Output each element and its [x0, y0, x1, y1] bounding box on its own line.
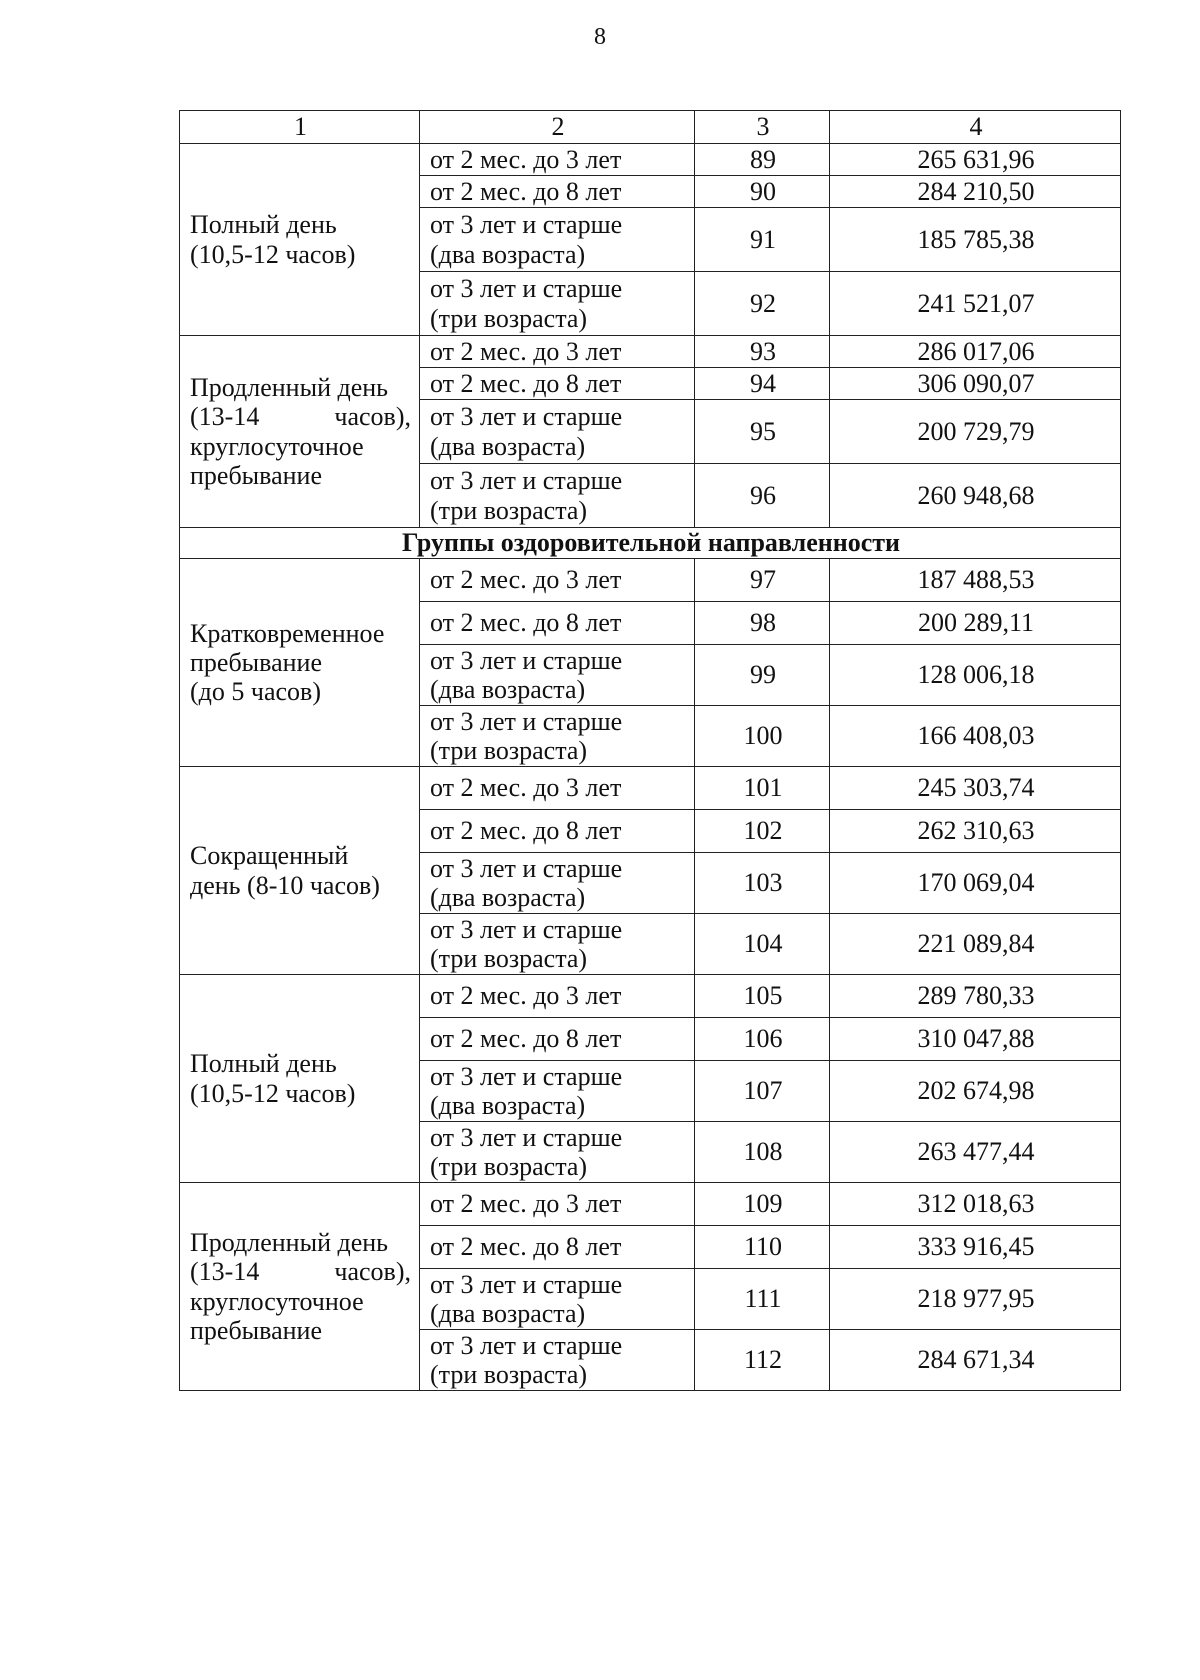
tariff-table: [179, 110, 1121, 1391]
age-cell: [420, 464, 695, 528]
age-line: (три возраста): [430, 303, 588, 333]
value-cell: 263 477,44: [830, 1122, 1121, 1183]
age-line: от 3 лет и старше: [430, 210, 623, 240]
age-line: от 3 лет и старше: [430, 706, 623, 736]
value-cell: 185 785,38: [830, 208, 1121, 272]
tariff-table-body: [180, 111, 1121, 1391]
age-line: (два возраста): [430, 675, 586, 704]
age-line: (два возраста): [430, 1091, 586, 1120]
age-cell: [420, 914, 695, 975]
category-line: Полный день: [190, 1049, 337, 1079]
category-line: пребывание: [190, 460, 322, 490]
header-cell-2: 2: [420, 111, 695, 144]
age-cell: [420, 1061, 695, 1122]
age-line: от 2 мес. до 8 лет: [430, 608, 622, 638]
number-cell: 89: [695, 144, 830, 176]
number-cell: 96: [695, 464, 830, 528]
category-line: Сокращенный: [190, 841, 349, 871]
category-cell: [180, 336, 420, 528]
table-row: [180, 559, 1121, 602]
value-cell: 170 069,04: [830, 853, 1121, 914]
value-cell: 200 289,11: [830, 602, 1121, 645]
age-line: (два возраста): [430, 883, 586, 912]
age-line: от 3 лет и старше: [430, 853, 623, 883]
value-cell: 306 090,07: [830, 368, 1121, 400]
value-cell: 241 521,07: [830, 272, 1121, 336]
age-cell: [420, 810, 695, 853]
age-cell: [420, 706, 695, 767]
category-cell: [180, 975, 420, 1183]
table-row: [180, 144, 1121, 176]
age-cell: [420, 559, 695, 602]
number-cell: 102: [695, 810, 830, 853]
category-cell: [180, 559, 420, 767]
number-cell: 95: [695, 400, 830, 464]
age-line: (три возраста): [430, 1360, 588, 1389]
number-cell: 94: [695, 368, 830, 400]
age-cell: [420, 853, 695, 914]
age-line: от 3 лет и старше: [430, 1269, 623, 1299]
category-line: круглосуточное: [190, 431, 364, 461]
age-line: от 2 мес. до 8 лет: [430, 816, 622, 846]
age-line: (два возраста): [430, 431, 586, 461]
page-number: 8: [594, 24, 606, 50]
number-cell: 98: [695, 602, 830, 645]
category-line: Кратковременное: [190, 618, 385, 648]
value-cell: 128 006,18: [830, 645, 1121, 706]
age-line: от 3 лет и старше: [430, 402, 623, 432]
value-cell: 260 948,68: [830, 464, 1121, 528]
age-cell: [420, 1122, 695, 1183]
age-cell: [420, 645, 695, 706]
number-cell: 97: [695, 559, 830, 602]
category-line: Полный день: [190, 210, 337, 240]
section-title: Группы оздоровительной направленности: [180, 528, 1121, 559]
age-line: от 3 лет и старше: [430, 914, 623, 944]
value-cell: 333 916,45: [830, 1226, 1121, 1269]
value-cell: 312 018,63: [830, 1183, 1121, 1226]
category-line: пребывание: [190, 1315, 322, 1345]
age-line: от 2 мес. до 3 лет: [430, 144, 622, 174]
category-cell: [180, 144, 420, 336]
category-line: Продленный день: [190, 373, 389, 403]
age-line: от 3 лет и старше: [430, 645, 623, 675]
age-line: от 3 лет и старше: [430, 1061, 623, 1091]
age-line: от 3 лет и старше: [430, 1122, 623, 1152]
age-cell: [420, 400, 695, 464]
age-cell: [420, 272, 695, 336]
value-cell: 286 017,06: [830, 336, 1121, 368]
age-cell: [420, 767, 695, 810]
age-cell: [420, 176, 695, 208]
value-cell: 284 671,34: [830, 1330, 1121, 1391]
category-line: (до 5 часов): [190, 677, 321, 707]
header-cell-3: 3: [695, 111, 830, 144]
table-row: [180, 1183, 1121, 1226]
age-line: от 2 мес. до 3 лет: [430, 565, 622, 595]
category-cell: [180, 767, 420, 975]
age-cell: [420, 975, 695, 1018]
age-line: от 2 мес. до 8 лет: [430, 1232, 622, 1262]
age-line: от 2 мес. до 8 лет: [430, 1024, 622, 1054]
value-cell: 200 729,79: [830, 400, 1121, 464]
age-cell: [420, 1183, 695, 1226]
category-line: Продленный день: [190, 1228, 389, 1258]
number-cell: 104: [695, 914, 830, 975]
table-header-row: [180, 111, 1121, 144]
value-cell: 284 210,50: [830, 176, 1121, 208]
category-line: (10,5-12 часов): [190, 239, 356, 269]
value-cell: 265 631,96: [830, 144, 1121, 176]
age-cell: [420, 602, 695, 645]
number-cell: 90: [695, 176, 830, 208]
age-line: от 3 лет и старше: [430, 1330, 623, 1360]
header-cell-1: 1: [180, 111, 420, 144]
age-line: от 2 мес. до 3 лет: [430, 1189, 622, 1219]
number-cell: 100: [695, 706, 830, 767]
age-line: (три возраста): [430, 944, 588, 973]
category-line: пребывание: [190, 647, 322, 677]
section-row: [180, 528, 1121, 559]
age-line: от 2 мес. до 3 лет: [430, 981, 622, 1011]
age-cell: [420, 336, 695, 368]
age-line: от 2 мес. до 3 лет: [430, 336, 622, 366]
age-cell: [420, 1269, 695, 1330]
header-cell-4: 4: [830, 111, 1121, 144]
number-cell: 111: [695, 1269, 830, 1330]
number-cell: 110: [695, 1226, 830, 1269]
age-line: от 3 лет и старше: [430, 466, 623, 496]
category-line: (10,5-12 часов): [190, 1078, 356, 1108]
number-cell: 109: [695, 1183, 830, 1226]
category-line: день (8-10 часов): [190, 870, 380, 900]
category-line: круглосуточное: [190, 1286, 364, 1316]
number-cell: 108: [695, 1122, 830, 1183]
age-line: (три возраста): [430, 495, 588, 525]
age-line: от 2 мес. до 3 лет: [430, 773, 622, 803]
value-cell: 218 977,95: [830, 1269, 1121, 1330]
age-line: (три возраста): [430, 1152, 588, 1181]
age-line: от 2 мес. до 8 лет: [430, 368, 622, 398]
value-cell: 187 488,53: [830, 559, 1121, 602]
age-cell: [420, 208, 695, 272]
category-line: (13-14 часов),: [190, 402, 411, 432]
number-cell: 99: [695, 645, 830, 706]
category-line: (13-14 часов),: [190, 1257, 411, 1287]
number-cell: 106: [695, 1018, 830, 1061]
age-cell: [420, 368, 695, 400]
value-cell: 166 408,03: [830, 706, 1121, 767]
age-cell: [420, 1018, 695, 1061]
number-cell: 107: [695, 1061, 830, 1122]
age-line: (три возраста): [430, 736, 588, 765]
value-cell: 289 780,33: [830, 975, 1121, 1018]
number-cell: 112: [695, 1330, 830, 1391]
age-cell: [420, 144, 695, 176]
category-cell: [180, 1183, 420, 1391]
age-line: от 3 лет и старше: [430, 274, 623, 304]
age-line: (два возраста): [430, 239, 586, 269]
table-row: [180, 767, 1121, 810]
table-row: [180, 336, 1121, 368]
value-cell: 202 674,98: [830, 1061, 1121, 1122]
number-cell: 103: [695, 853, 830, 914]
value-cell: 221 089,84: [830, 914, 1121, 975]
number-cell: 93: [695, 336, 830, 368]
number-cell: 101: [695, 767, 830, 810]
number-cell: 91: [695, 208, 830, 272]
value-cell: 245 303,74: [830, 767, 1121, 810]
number-cell: 92: [695, 272, 830, 336]
table-row: [180, 975, 1121, 1018]
value-cell: 262 310,63: [830, 810, 1121, 853]
value-cell: 310 047,88: [830, 1018, 1121, 1061]
age-cell: [420, 1330, 695, 1391]
age-cell: [420, 1226, 695, 1269]
age-line: (два возраста): [430, 1299, 586, 1328]
age-line: от 2 мес. до 8 лет: [430, 176, 622, 206]
number-cell: 105: [695, 975, 830, 1018]
